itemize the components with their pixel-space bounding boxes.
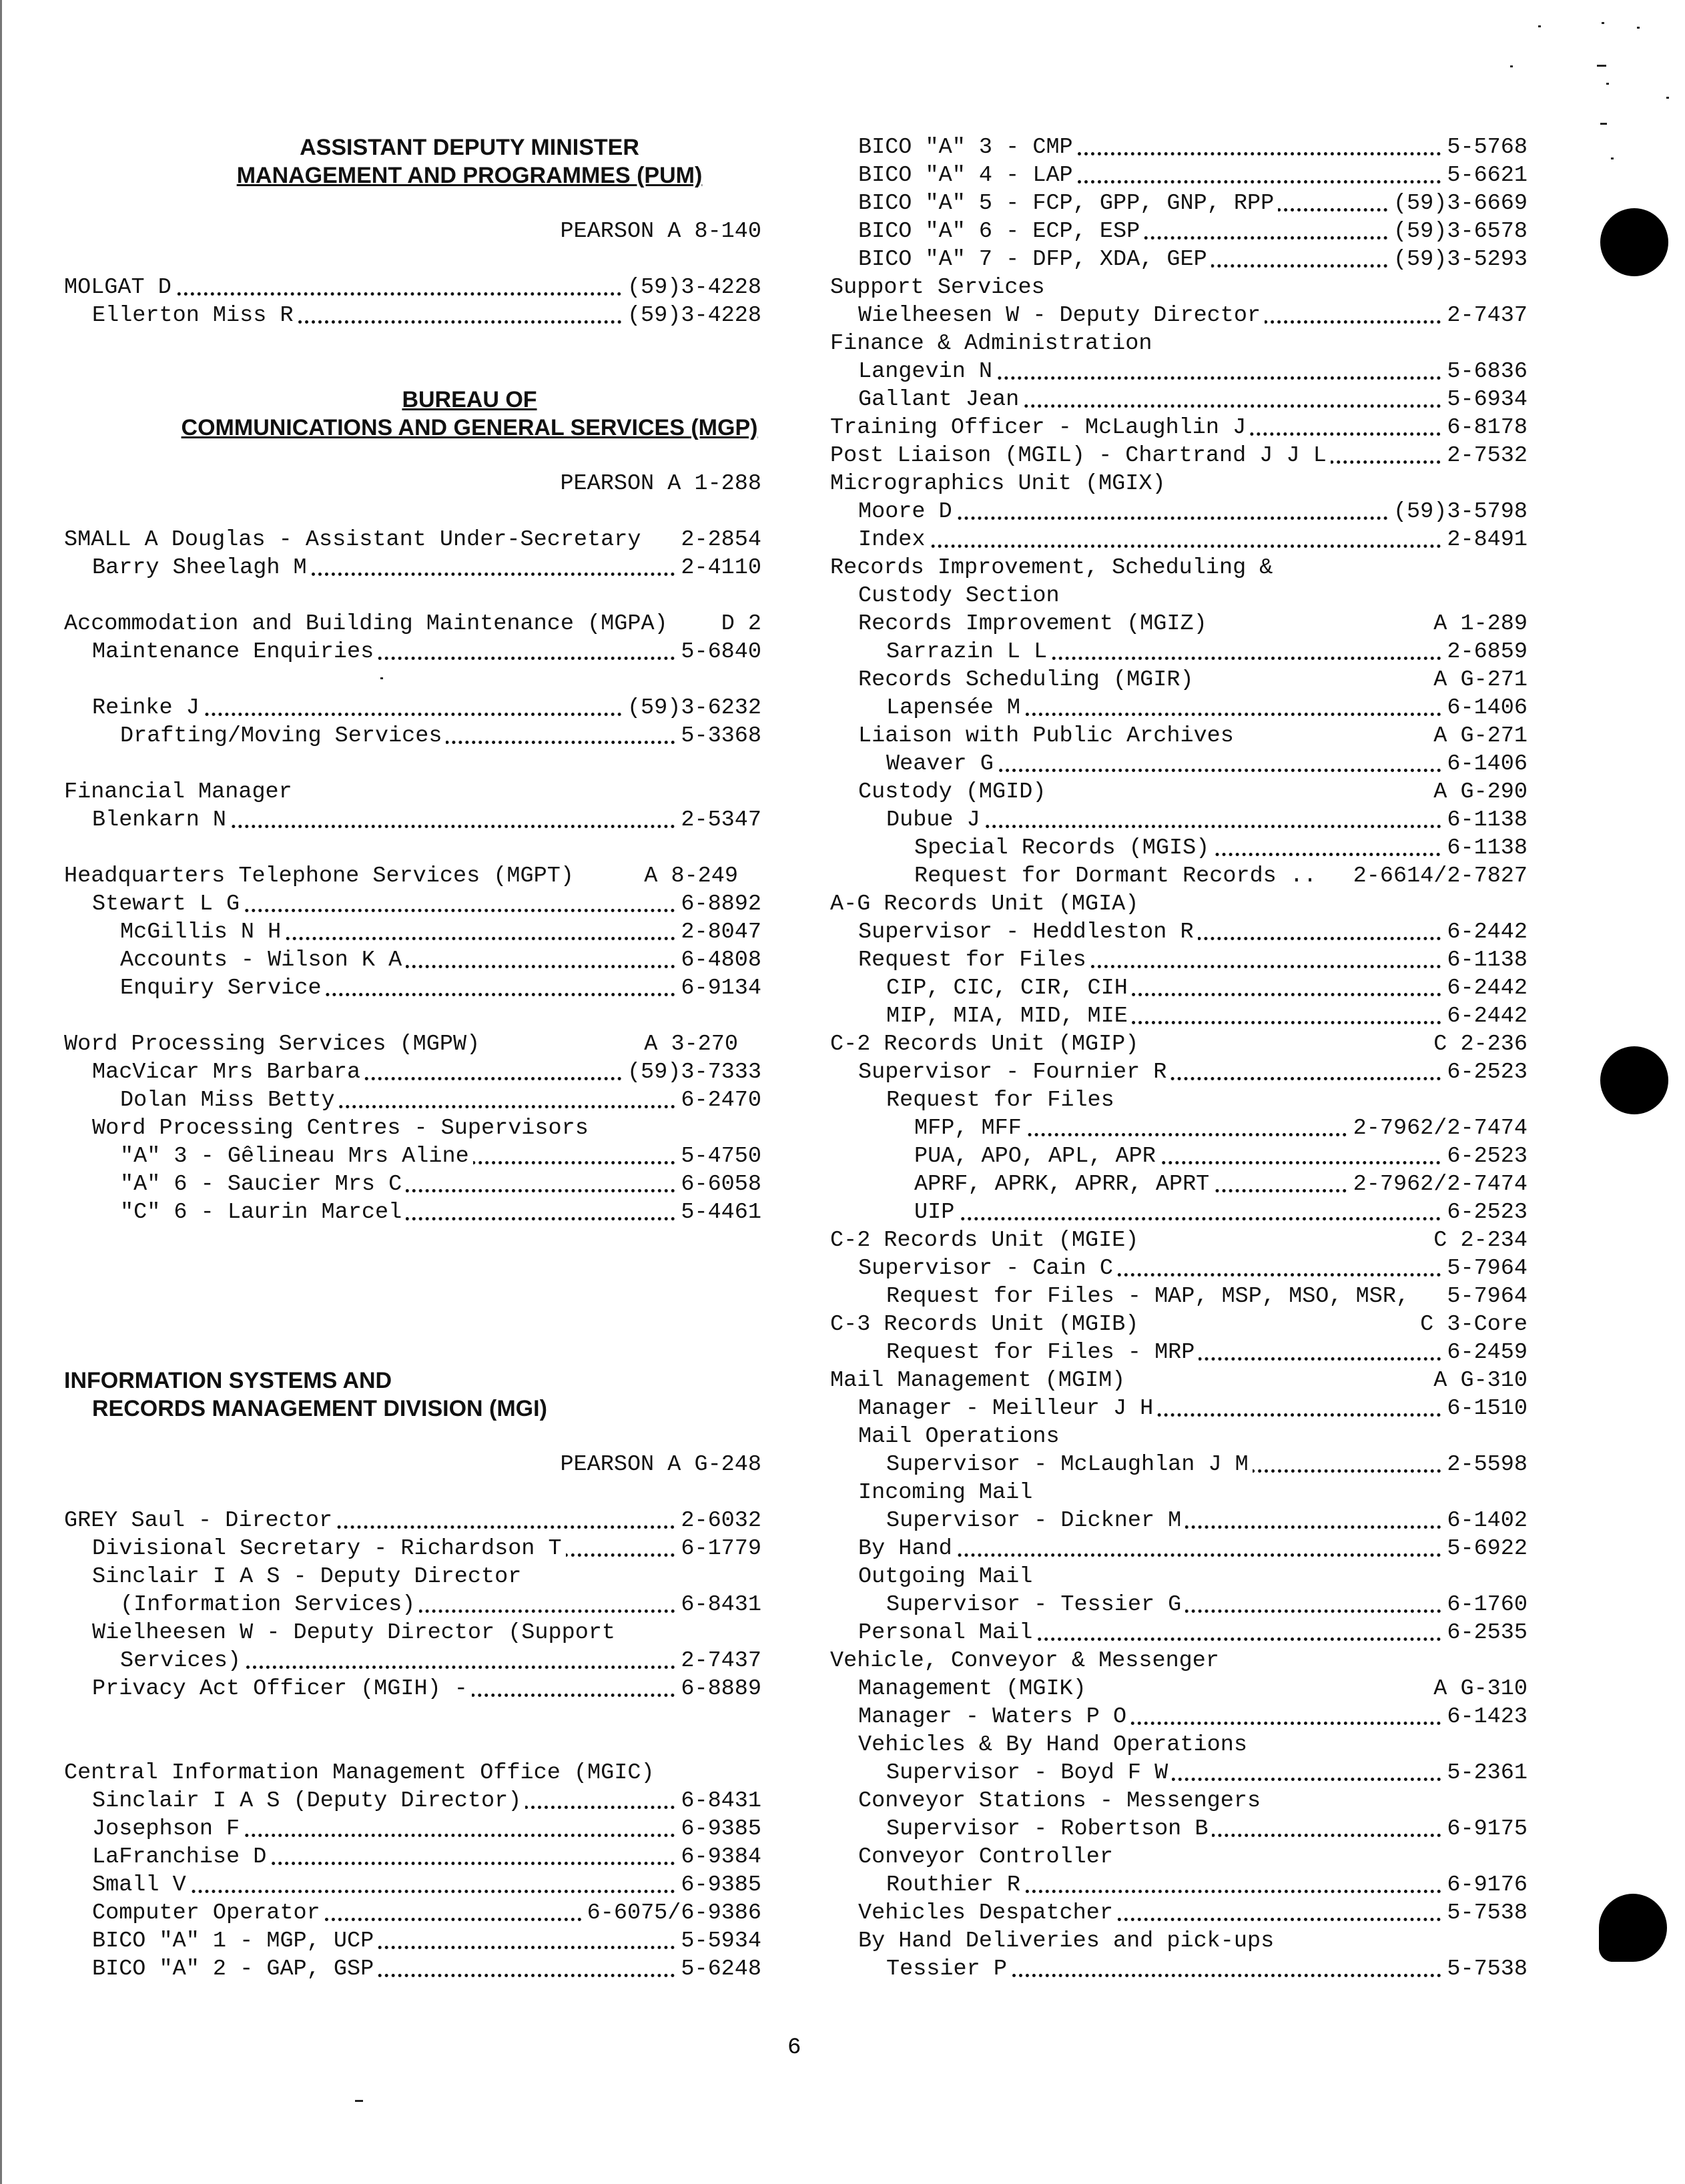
speck: [1510, 65, 1513, 67]
directory-entry: Manager - Meilleur J H 6-1510: [858, 1396, 1528, 1421]
directory-entry: Wielheesen W - Deputy Director 2-7437: [858, 303, 1528, 328]
bureau-location: PEARSON A 1-288: [560, 471, 761, 496]
directory-entry: Vehicles Despatcher 5-7538: [858, 1900, 1528, 1926]
directory-entry: "C" 6 - Laurin Marcel 5-4461: [120, 1200, 761, 1225]
speck: [1637, 27, 1640, 29]
speck: [355, 2100, 363, 2102]
section-title: Finance & Administration: [830, 330, 1528, 358]
directory-entry: MFP, MFF 2-7962/2-7474: [914, 1116, 1528, 1141]
directory-entry: Request for Files 6-1138: [858, 948, 1528, 973]
directory-entry: Supervisor - Robertson B 6-9175: [886, 1816, 1528, 1842]
directory-entry: "A" 3 - Gêlineau Mrs Aline 5-4750: [120, 1144, 761, 1169]
directory-entry: CIP, CIC, CIR, CIH 6-2442: [886, 976, 1528, 1001]
section-title: Word Processing Centres - Supervisors: [92, 1114, 761, 1142]
directory-entry: Ellerton Miss R (59)3-4228: [92, 303, 761, 328]
directory-entry: Special Records (MGIS) 6-1138: [914, 835, 1528, 861]
directory-entry: Enquiry Service 6-9134: [120, 976, 761, 1001]
section-title: C-2 Records Unit (MGIE) C 2-234: [830, 1228, 1528, 1253]
directory-entry: BICO "A" 1 - MGP, UCP 5-5934: [92, 1928, 761, 1954]
directory-entry: Drafting/Moving Services 5-3368: [120, 723, 761, 749]
directory-entry: Sarrazin L L 2-6859: [886, 639, 1528, 665]
directory-entry: Barry Sheelagh M 2-4110: [92, 555, 761, 581]
directory-entry: APRF, APRK, APRR, APRT 2-7962/2-7474: [914, 1172, 1528, 1197]
left-column: [64, 133, 761, 1983]
directory-entry: BICO "A" 6 - ECP, ESP (59)3-6578: [858, 219, 1528, 244]
directory-entry: Dolan Miss Betty 6-2470: [120, 1088, 761, 1113]
bureau-heading-line2: COMMUNICATIONS AND GENERAL SERVICES (MGP): [181, 415, 758, 440]
directory-entry: BICO "A" 4 - LAP 5-6621: [858, 163, 1528, 188]
directory-entry: Index 2-8491: [858, 527, 1528, 553]
directory-entry: Request for Files - MAP, MSP, MSO, MSR, 5-7964: [886, 1284, 1528, 1309]
directory-entry: McGillis N H 2-8047: [120, 920, 761, 945]
directory-entry: Supervisor - Dickner M 6-1402: [886, 1508, 1528, 1533]
directory-entry: BICO "A" 3 - CMP 5-5768: [858, 135, 1528, 160]
section-title: Outgoing Mail: [858, 1563, 1528, 1591]
section-title: Records Improvement, Scheduling &: [830, 554, 1528, 582]
page-number: 6: [787, 2035, 801, 2061]
speck: [1602, 22, 1604, 24]
directory-entry: Supervisor - Heddleston R 6-2442: [858, 920, 1528, 945]
directory-entry: Supervisor - McLaughlan J M 2-5598: [886, 1452, 1528, 1477]
punch-hole-icon: [1600, 1046, 1668, 1114]
directory-entry: Sinclair I A S (Deputy Director) 6-8431: [92, 1788, 761, 1814]
speck: [1666, 97, 1669, 99]
directory-entry: GREY Saul - Director 2-6032: [64, 1508, 761, 1533]
directory-entry: Langevin N 5-6836: [858, 359, 1528, 384]
directory-entry: Routhier R 6-9176: [886, 1872, 1528, 1898]
section-title: Vehicles & By Hand Operations: [858, 1731, 1528, 1759]
directory-entry: Maintenance Enquiries 5-6840: [92, 639, 761, 665]
directory-entry: "A" 6 - Saucier Mrs C 6-6058: [120, 1172, 761, 1197]
section-title: Micrographics Unit (MGIX): [830, 470, 1528, 498]
directory-entry: Training Officer - McLaughlin J 6-8178: [830, 415, 1528, 440]
directory-entry: Personal Mail 6-2535: [858, 1620, 1528, 1646]
directory-entry: By Hand 5-6922: [858, 1536, 1528, 1561]
directory-entry: Supervisor - Fournier R 6-2523: [858, 1060, 1528, 1085]
directory-entry: Supervisor - Cain C 5-7964: [858, 1256, 1528, 1281]
speck: [1600, 123, 1607, 125]
directory-entry: MacVicar Mrs Barbara (59)3-7333: [92, 1060, 761, 1085]
directory-entry: SMALL A Douglas - Assistant Under-Secretary 2-2854: [64, 527, 761, 553]
section-title: Custody Section: [858, 582, 1528, 610]
directory-entry: Reinke J (59)3-6232: [92, 695, 761, 721]
directory-entry: Small V 6-9385: [92, 1872, 761, 1898]
section-title: C-3 Records Unit (MGIB) C 3-Core: [830, 1312, 1528, 1337]
isrm-location: PEARSON A G-248: [560, 1452, 761, 1477]
directory-entry: MIP, MIA, MID, MIE 6-2442: [886, 1004, 1528, 1029]
directory-entry: (Information Services) 6-8431: [120, 1592, 761, 1617]
directory-entry: Supervisor - Boyd F W 5-2361: [886, 1760, 1528, 1786]
section-title: Custody (MGID) A G-290: [858, 779, 1528, 805]
section-title: Conveyor Stations - Messengers: [858, 1787, 1528, 1815]
speck: [1606, 83, 1609, 85]
directory-entry: Request for Dormant Records .. 2-6614/2-7827: [914, 863, 1528, 889]
directory-entry: Accounts - Wilson K A 6-4808: [120, 948, 761, 973]
directory-entry: Post Liaison (MGIL) - Chartrand J J L 2-7532: [830, 443, 1528, 468]
section-title: Records Improvement (MGIZ) A 1-289: [858, 611, 1528, 637]
section-title: A-G Records Unit (MGIA): [830, 890, 1528, 918]
adm-heading-line2: MANAGEMENT AND PROGRAMMES (PUM): [236, 163, 703, 188]
directory-entry: BICO "A" 2 - GAP, GSP 5-6248: [92, 1956, 761, 1982]
right-column: [830, 133, 1528, 1983]
directory-entry: Lapensée M 6-1406: [886, 695, 1528, 721]
section-title: Mail Operations: [858, 1423, 1528, 1451]
section-title: Accommodation and Building Maintenance (MGPA) D 2: [64, 611, 761, 637]
section-title: Records Scheduling (MGIR) A G-271: [858, 667, 1528, 693]
directory-entry: LaFranchise D 6-9384: [92, 1844, 761, 1870]
directory-entry: Tessier P 5-7538: [886, 1956, 1528, 1982]
adm-heading-line1: ASSISTANT DEPUTY MINISTER: [300, 135, 639, 160]
directory-entry: Moore D (59)3-5798: [858, 499, 1528, 524]
section-title: Financial Manager: [64, 778, 761, 806]
directory-entry: Computer Operator 6-6075/6-9386: [92, 1900, 761, 1926]
directory-entry: PUA, APO, APL, APR 6-2523: [914, 1144, 1528, 1169]
speck: [1597, 65, 1606, 67]
bureau-heading-line1: BUREAU OF: [402, 387, 537, 412]
section-title: Management (MGIK) A G-310: [858, 1676, 1528, 1702]
speck: [1611, 157, 1614, 159]
section-title: Support Services: [830, 274, 1528, 302]
directory-entry: BICO "A" 7 - DFP, XDA, GEP (59)3-5293: [858, 247, 1528, 272]
adm-location: PEARSON A 8-140: [560, 219, 761, 244]
directory-entry: MOLGAT D (59)3-4228: [64, 275, 761, 300]
section-title: Wielheesen W - Deputy Director (Support: [92, 1619, 761, 1647]
punch-hole-icon: [1600, 208, 1668, 276]
isrm-heading-line2: RECORDS MANAGEMENT DIVISION (MGI): [92, 1396, 547, 1421]
speck: [380, 677, 383, 679]
section-title: Request for Files: [886, 1086, 1528, 1114]
directory-entry: UIP 6-2523: [914, 1200, 1528, 1225]
section-title: Conveyor Controller: [858, 1843, 1528, 1871]
section-title: By Hand Deliveries and pick-ups: [858, 1927, 1528, 1955]
section-title: Headquarters Telephone Services (MGPT) A 8-249: [64, 863, 738, 889]
directory-entry: Gallant Jean 5-6934: [858, 387, 1528, 412]
directory-entry: Manager - Waters P O 6-1423: [858, 1704, 1528, 1730]
section-title: C-2 Records Unit (MGIP) C 2-236: [830, 1032, 1528, 1057]
isrm-heading-line1: INFORMATION SYSTEMS AND: [64, 1368, 392, 1393]
directory-entry: Services) 2-7437: [120, 1648, 761, 1674]
directory-entry: BICO "A" 5 - FCP, GPP, GNP, RPP (59)3-6669: [858, 191, 1528, 216]
directory-entry: Stewart L G 6-8892: [92, 891, 761, 917]
directory-entry: Weaver G 6-1406: [886, 751, 1528, 777]
directory-entry: Supervisor - Tessier G 6-1760: [886, 1592, 1528, 1617]
directory-entry: Blenkarn N 2-5347: [92, 807, 761, 833]
section-title: Mail Management (MGIM) A G-310: [830, 1368, 1528, 1393]
page-edge: [0, 0, 2, 2184]
directory-entry: Privacy Act Officer (MGIH) - 6-8889: [92, 1676, 761, 1702]
directory-entry: Dubue J 6-1138: [886, 807, 1528, 833]
section-title: Central Information Management Office (MGIC): [64, 1759, 761, 1787]
directory-entry: Josephson F 6-9385: [92, 1816, 761, 1842]
section-title: Word Processing Services (MGPW) A 3-270: [64, 1032, 738, 1057]
section-title: Liaison with Public Archives A G-271: [858, 723, 1528, 749]
section-title: Vehicle, Conveyor & Messenger: [830, 1647, 1528, 1675]
speck: [1538, 25, 1541, 27]
punch-hole-icon: [1599, 1894, 1667, 1962]
section-title: Sinclair I A S - Deputy Director: [92, 1563, 761, 1591]
directory-entry: Request for Files - MRP 6-2459: [886, 1340, 1528, 1365]
directory-entry: Divisional Secretary - Richardson T 6-1779: [92, 1536, 761, 1561]
section-title: Incoming Mail: [858, 1479, 1528, 1507]
